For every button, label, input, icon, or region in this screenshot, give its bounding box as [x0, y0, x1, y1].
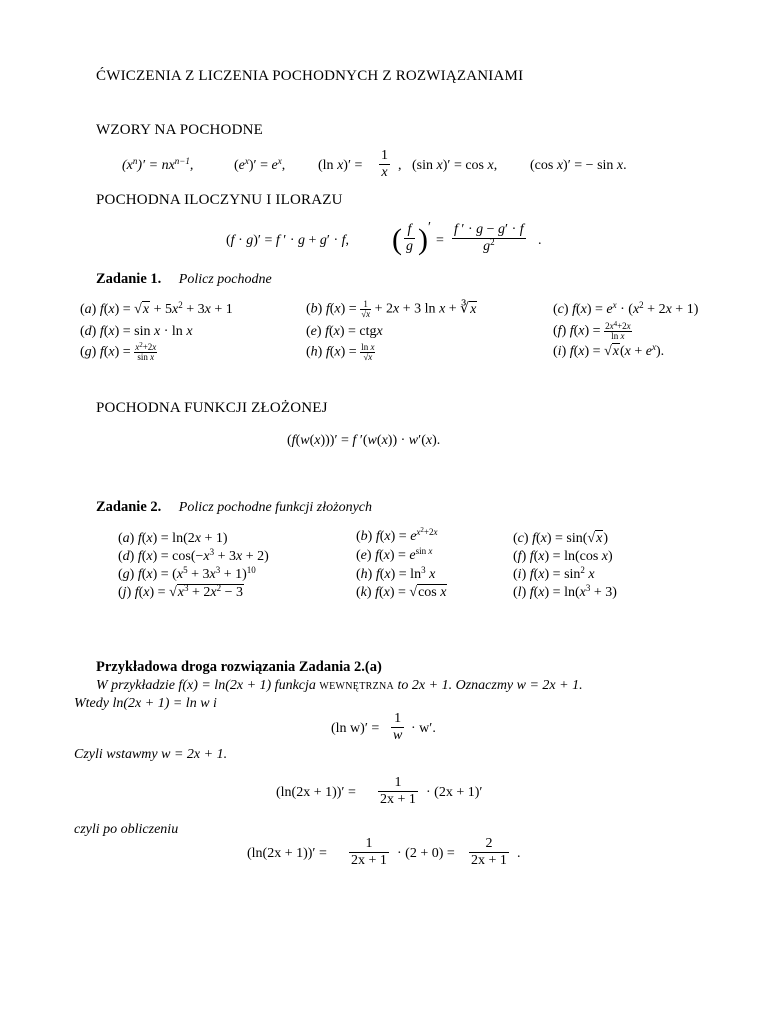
example-paragraph-4: czyli po obliczeniu	[74, 822, 179, 837]
task2-g: (g) $f(x) = (x^5 + 3x^3 + 1)^{10}$	[118, 565, 256, 582]
inner-function-term: wewnętrzna	[319, 678, 395, 693]
product-heading: POCHODNA ILOCZYNU I ILORAZU	[96, 192, 343, 208]
composite-rule: (f(w(x)))′ = f ′(w(x)) · w′(x).	[287, 433, 441, 448]
task2-instruction: Policz pochodne funkcji złożonych	[178, 500, 372, 515]
task2-j: (j) $f(x) = √x^3 + 2x^2 - 3$	[118, 583, 244, 600]
task2-d: (d) $f(x) = \cos(-x^3 + 3x + 2)$	[118, 547, 269, 564]
task1-g: (g) f(x) = $\frac{x^2+2x}{\text{sin x}}$	[80, 341, 157, 362]
task2-e: (e) $f(x) = e^{sin x}$	[356, 546, 433, 563]
task2-l: (l) $f(x) = \ln(x^3 + 3)$	[513, 583, 617, 600]
page-title: ĆWICZENIA Z LICZENIA POCHODNYCH Z ROZWIĄZANIAMI	[96, 68, 524, 84]
task1-d: (d) f(x) = sin x · ln x	[80, 324, 193, 339]
task1-b: (b) f(x) = $\frac{1}{√x}$ + 2x + 3 ln x + ∛x	[306, 299, 477, 319]
task2-h: (h) $f(x) = \ln^3 x$	[356, 565, 436, 582]
task1-label: Zadanie 1.	[96, 271, 162, 287]
document-page: ĆWICZENIA Z LICZENIA POCHODNYCH Z ROZWIĄZANIAMI WZORY NA POCHODNE $(x^n)' = nx^{n-1}$, $(e^x)' = e^x$, (ln x)′ = $\frac{1}{x}$ , (sin x)′ = cos x, (cos x)′ = − sin x. POCHODNA ILOCZYNU I ILORAZU (f · g)′ = f ′ · g + g′ · f, ( $\frac{f}{g}$ ) ′ = $\frac{f ' \cdot g - g' \cdot f}{g^2}$ . Zadanie 1. Policz pochodne (a) $f(x) = √x + 5x^2 + 3x + 1$ (b) f(x) = $\frac{1}{√x}$ + 2x + 3 ln x + ∛x (c) $f(x) = e^x \cdot (x^2 + 2x + 1)$ (d) f(x) = sin x · ln x (e) f(x) = ctgx (f) f(x) = $\frac{2x^4+2x}{\text{ln x}}$ (g) f(x) = $\frac{x^2+2x}{\text{sin x}}$ (h) f(x) = $\frac{\text{ln x}}{√x}$ (i) $f(x) = √x(x + e^x)$. POCHODNA FUNKCJI ZŁOŻONEJ (f(w(x)))′ = f ′(w(x)) · w′(x). Zadanie 2. Policz pochodne funkcji złożonych (a) f(x) = ln(2x + 1) (b) $f(x) = e^{x^2+2x}$ (c) f(x) = sin(√x) (d) $f(x) = \cos(-x^3 + 3x + 2)$ (e) $f(x) = e^{sin x}$ (f) f(x) = ln(cos x) (g) $f(x) = (x^5 + 3x^3 + 1)^{10}$ (h) $f(x) = \ln^3 x$ (i) $f(x) = \sin^2 x$ (j) $f(x) = √x^3 + 2x^2 - 3$ (k) f(x) = √cos x (l) $f(x) = \ln(x^3 + 3)$ Przykładowa droga rozwiązania Zadania 2.(a) W przykładzie f(x) = ln(2x + 1) funkcja wewnętrzna to 2x + 1. Oznaczmy w = 2x + 1. Wtedy ln(2x + 1) = ln w i (ln w)′ = $\frac{1}{w}$ · w′. Czyli wstawmy w = 2x + 1. (ln(2x + 1))′ = $\frac{1}{2x + 1}$ · (2x + 1)′ czyli po obliczeniu (ln(2x + 1))′ = $\frac{1}{2x + 1}$ · (2 + 0) = $\frac{2}{2x + 1}$ .	[74, 68, 699, 868]
task1-instruction: Policz pochodne	[178, 272, 272, 287]
example-paragraph-2: Wtedy ln(2x + 1) = ln w i	[74, 696, 217, 711]
composite-heading: POCHODNA FUNKCJI ZŁOŻONEJ	[96, 400, 328, 416]
example-heading: Przykładowa droga rozwiązania Zadania 2.(a)	[96, 659, 382, 675]
task1-f: (f) f(x) = $\frac{2x^4+2x}{\text{ln x}}$	[553, 320, 631, 341]
example-paragraph-1: W przykładzie f(x) = ln(2x + 1) funkcja wewnętrzna to 2x + 1. Oznaczmy w = 2x + 1.	[96, 678, 583, 693]
task1-e: (e) f(x) = ctgx	[306, 324, 383, 339]
task2-i: (i) $f(x) = \sin^2 x$	[513, 565, 595, 582]
formulas-heading: WZORY NA POCHODNE	[96, 122, 264, 138]
task1-h: (h) f(x) = $\frac{\text{ln x}}{√x}$	[306, 342, 375, 362]
task2-label: Zadanie 2.	[96, 499, 162, 515]
task1-c: (c) $f(x) = e^x \cdot (x^2 + 2x + 1)$	[553, 300, 699, 317]
task2-f: (f) f(x) = ln(cos x)	[513, 549, 613, 564]
task1-i: (i) $f(x) = √x(x + e^x)$.	[553, 342, 665, 359]
task2-b: (b) $f(x) = e^{x^2+2x}$	[356, 526, 438, 544]
example-paragraph-3: Czyli wstawmy w = 2x + 1.	[74, 747, 228, 762]
task2-header	[96, 499, 372, 516]
task1-a: (a) $f(x) = √x + 5x^2 + 3x + 1$	[80, 300, 233, 317]
task2-c: (c) f(x) = sin(√x)	[513, 531, 608, 546]
task1-header	[96, 271, 272, 288]
task2-k: (k) f(x) = √cos x	[356, 585, 447, 600]
task2-a: (a) f(x) = ln(2x + 1)	[118, 531, 228, 546]
